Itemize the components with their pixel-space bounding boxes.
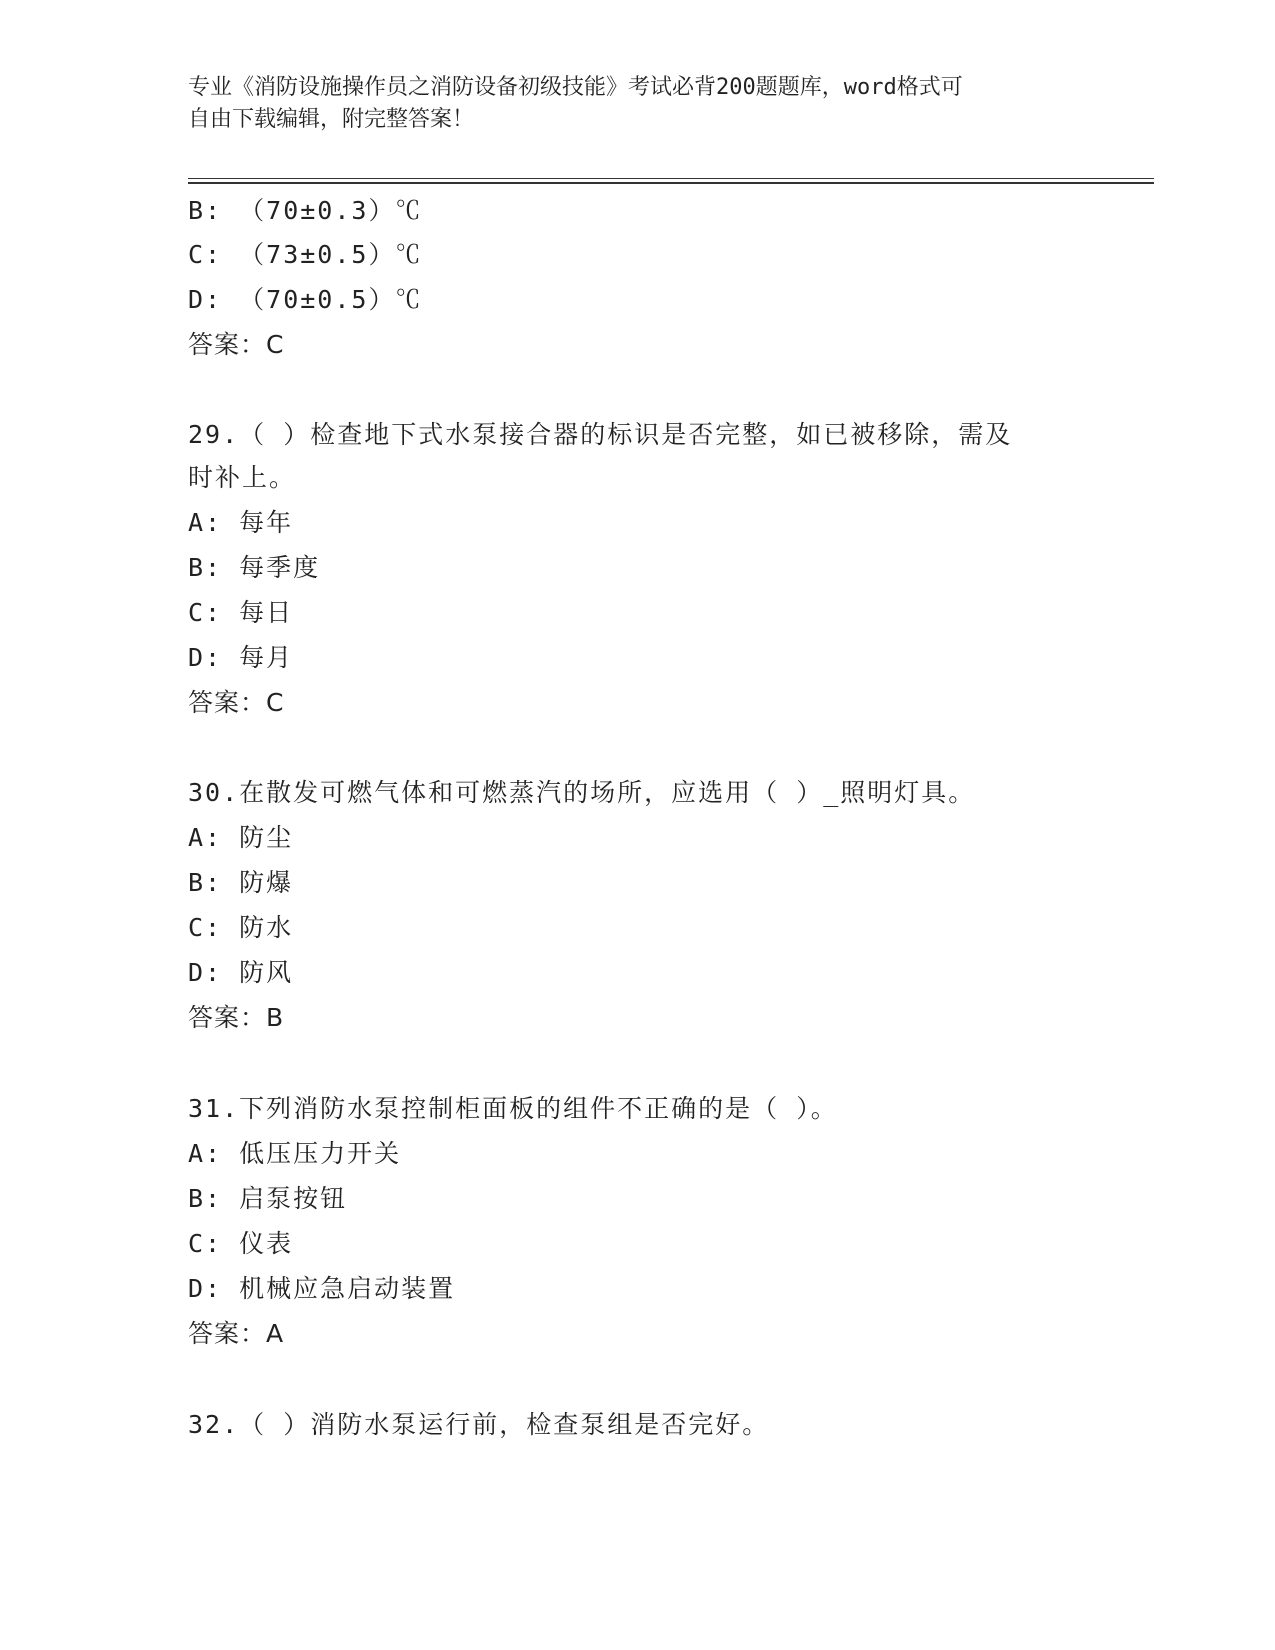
q31-option-a: A: 低压压力开关 <box>188 1139 402 1168</box>
q29-option-a: A: 每年 <box>188 508 294 537</box>
header-title-line-2: 自由下载编辑，附完整答案！ <box>188 107 475 132</box>
q31-option-d: D: 机械应急启动装置 <box>188 1274 456 1303</box>
q29-stem-line-1: 29.（ ）检查地下式水泵接合器的标识是否完整，如已被移除，需及 <box>188 420 1013 449</box>
header-divider-top <box>188 178 1154 179</box>
q30-stem: 30.在散发可燃气体和可燃蒸汽的场所，应选用（ ）_照明灯具。 <box>188 778 976 807</box>
q29-option-c: C: 每日 <box>188 598 294 627</box>
q31-stem: 31.下列消防水泵控制柜面板的组件不正确的是（ ）。 <box>188 1094 838 1123</box>
q28-option-d: D: （70±0.5）℃ <box>188 285 423 314</box>
q32-stem: 32.（ ）消防水泵运行前，检查泵组是否完好。 <box>188 1410 770 1439</box>
q28-option-c: C: （73±0.5）℃ <box>188 240 423 269</box>
q29-stem-line-2: 时补上。 <box>188 463 297 492</box>
q30-option-a: A: 防尘 <box>188 823 294 852</box>
q29-option-b: B: 每季度 <box>188 553 321 582</box>
q29-option-d: D: 每月 <box>188 643 294 672</box>
q31-option-b: B: 启泵按钮 <box>188 1184 348 1213</box>
q30-option-d: D: 防风 <box>188 958 294 987</box>
q30-answer: 答案：B <box>188 1003 285 1032</box>
q28-option-b: B: （70±0.3）℃ <box>188 196 423 225</box>
q31-option-c: C: 仪表 <box>188 1229 294 1258</box>
q31-answer: 答案：A <box>188 1319 285 1348</box>
document-header <box>188 72 1088 136</box>
header-title-line-1: 专业《消防设施操作员之消防设备初级技能》考试必背200题题库，word格式可 <box>188 75 963 100</box>
q30-option-b: B: 防爆 <box>188 868 294 897</box>
header-divider-bottom <box>188 182 1154 184</box>
q28-answer: 答案：C <box>188 330 285 359</box>
q29-answer: 答案：C <box>188 688 285 717</box>
q30-option-c: C: 防水 <box>188 913 294 942</box>
